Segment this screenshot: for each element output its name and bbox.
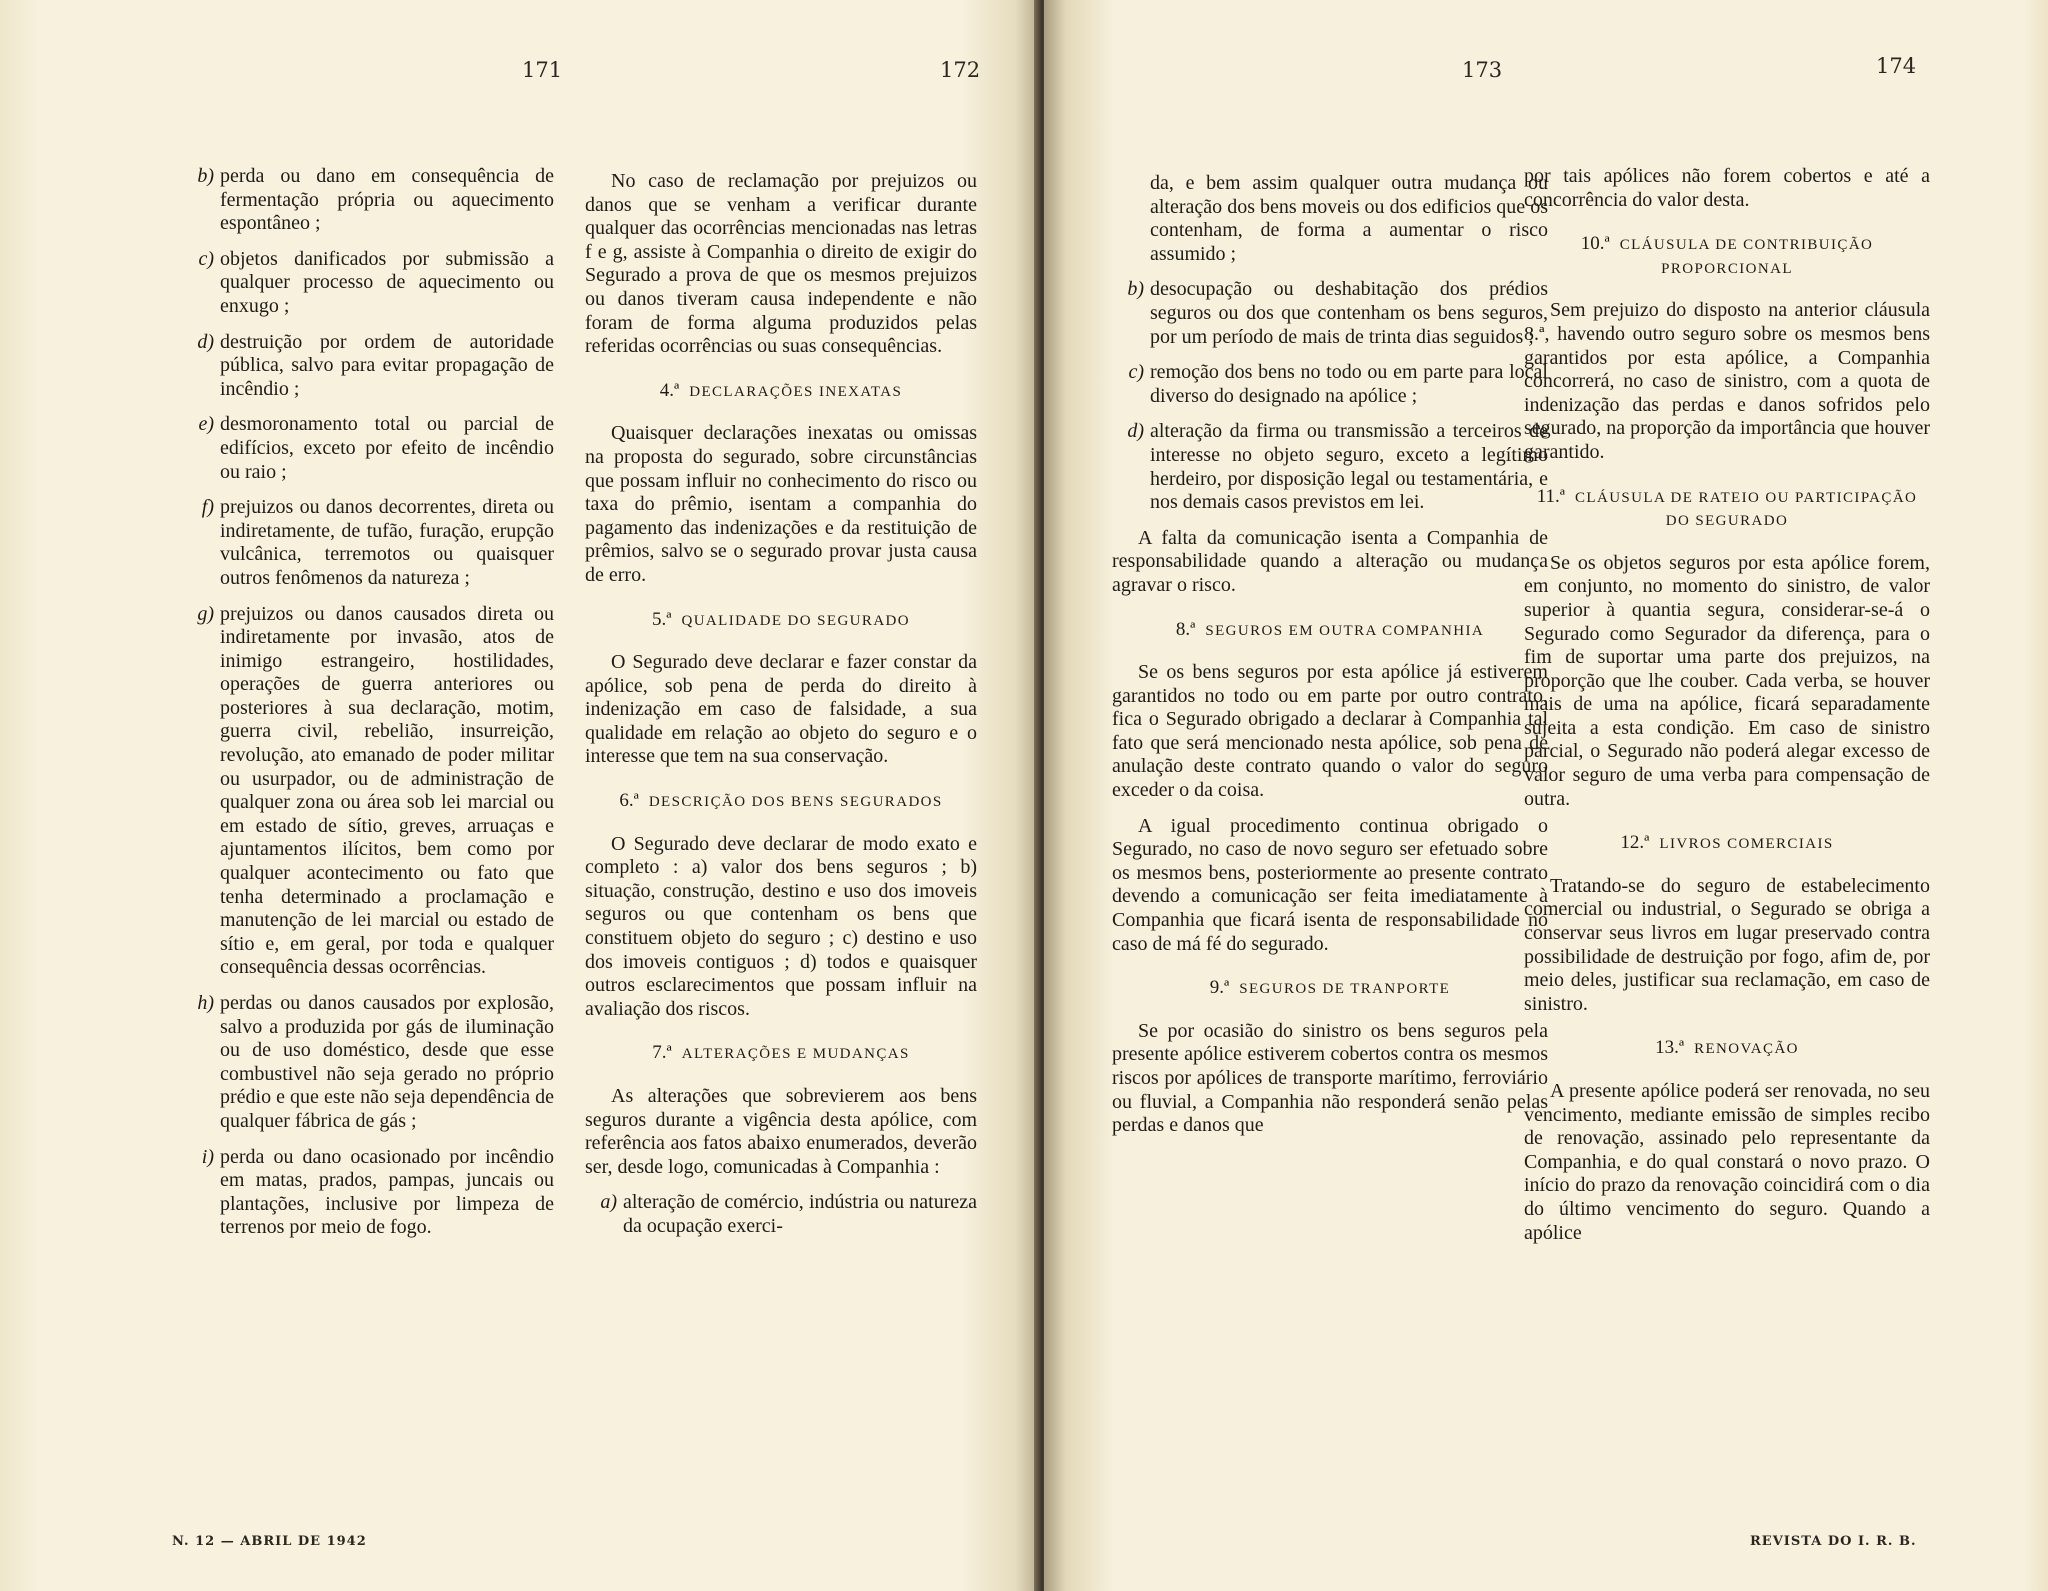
list-item: g) prejuizos ou danos causados direta ou indiretamente por invasão, atos de inimigo estrangeiro, hostilidades, operações de guerra anteriores ou posteriores à sua declaração, motim, guerra civil, rebelião, insurreição, revolução, ato emanado de poder militar ou usurpador, ou de administração de qualquer zona ou área sob lei marcial ou em estado de sítio, greves, arruaças e ajuntamentos ilícitos, bem como por qualquer acontecimento ou fato que tenha determinado a proclamação e manutenção de lei marcial ou estado de sítio e, em geral, por toda e qualquer consequência dessas ocorrências. (197, 602, 554, 979)
paragraph: O Segurado deve declarar e fazer constar da apólice, sob pena de perda do direito à indenização em caso de falsidade, a sua qualidade em relação ao objeto do seguro e o interesse que tem na sua conservação. (585, 651, 977, 768)
section-heading: 10.ª CLÁUSULA DE CONTRIBUIÇÃO PROPORCIONAL (1580, 233, 1874, 277)
section-heading: 13.ª RENOVAÇÃO (1655, 1037, 1799, 1059)
paragraph: A presente apólice poderá ser renovada, no seu vencimento, mediante emissão de simples recibo de renovação, assinado pelo representante da Companhia, e do qual constará o novo prazo. O início do prazo da renovação coincidirá com o dia do último vencimento do seguro. Quando a apólice (1524, 1080, 1930, 1244)
column-page-172 (585, 170, 977, 1251)
list-item: d) alteração da firma ou transmissão a terceiros de interesse no objeto seguro, exceto a legítimo herdeiro, por disposição legal ou testamentária, e nos demais casos previstos em lei. (1127, 420, 1548, 514)
list-item: c) objetos danificados por submissão a qualquer processo de aquecimento ou enxugo ; (198, 247, 554, 317)
paragraph: Tratando-se do seguro de estabelecimento comercial ou industrial, o Segurado se obriga a conservar seus livros em lugar preservado contra possibilidade de destruição por fogo, afim de, por meio deles, justificar sua reclamação, em caso de sinistro. (1524, 874, 1930, 1015)
section-heading: 12.ª LIVROS COMERCIAIS (1620, 832, 1834, 854)
paragraph: As alterações que sobrevierem aos bens seguros durante a vigência desta apólice, com referência aos fatos abaixo enumerados, deverão ser, desde logo, comunicadas à Companhia : (585, 1085, 977, 1178)
paragraph: Sem prejuizo do disposto na anterior cláusula 8.ª, havendo outro seguro sobre os mesmos bens garantidos por esta apólice, a Companhia concorrerá, no caso de sinistro, com a quota de indenização das perdas e danos sofridos pelo segurado, na proporção da importância que houver garantido. (1524, 299, 1930, 463)
section-heading: 6.ª DESCRIÇÃO DOS BENS SEGURADOS (619, 790, 943, 812)
list-item: h) perdas ou danos causados por explosão, salvo a produzida por gás de iluminação ou de uso doméstico, desde que esse combustivel não seja gerado no próprio prédio e que este não seja dependência de qualquer fábrica de gás ; (197, 992, 554, 1132)
page-number-171: 171 (522, 58, 563, 82)
paragraph: Se os objetos seguros por esta apólice forem, em conjunto, no momento do sinistro, de valor superior à quantia segura, considerar-se-á o Segurado como Segurador da diferença, para o fim de suportar uma parte dos prejuizos, na proporção que lhe couber. Cada verba, se houver mais de uma na apólice, ficará separadamente sujeita a esta condição. Em caso de sinistro parcial, o Segurado não poderá alegar excesso de valor seguro de uma verba para compensação de outra. (1524, 551, 1930, 810)
list-item: c) remoção dos bens no todo ou em parte para local diverso do designado na apólice ; (1128, 361, 1548, 407)
paragraph: Se por ocasião do sinistro os bens seguros pela presente apólice estiverem cobertos contra os mesmos riscos por apólices de transporte marítimo, ferroviário ou fluvial, a Companhia não responderá senão pelas perdas e danos que (1112, 1019, 1548, 1137)
paragraph: A falta da comunicação isenta a Companhia de responsabilidade quando a alteração ou mudança agravar o risco. (1112, 526, 1548, 596)
footer-journal: REVISTA DO I. R. B. (1750, 1534, 1917, 1549)
paragraph-continued: por tais apólices não forem cobertos e até a concorrência do valor desta. (1524, 165, 1930, 211)
column-page-173 (1112, 172, 1548, 1150)
list-item: i) perda ou dano ocasionado por incêndio em matas, prados, pampas, juncais ou plantações, inclusive por limpeza de terrenos por meio de fogo. (201, 1145, 554, 1239)
list-item: f) prejuizos ou danos decorrentes, direta ou indiretamente, de tufão, furação, erupção vulcânica, terremotos ou quaisquer outros fenômenos da natureza ; (201, 496, 554, 589)
paragraph: No caso de reclamação por prejuizos ou danos que se venham a verificar durante qualquer das ocorrências mencionadas nas letras f e g, assiste à Companhia o direito de exigir do Segurado a prova de que os mesmos prejuizos ou danos tiveram causa independente e não foram de forma alguma produzidos pelas referidas ocorrências ou suas consequências. (585, 170, 977, 358)
paragraph: Se os bens seguros por esta apólice já estiverem garantidos no todo ou em parte por outro contrato, fica o Segurado obrigado a declarar à Companhia tal fato que será mencionado nesta apólice, sob pena de anulação deste contrato quando o valor do seguro exceder o da coisa. (1112, 661, 1548, 802)
paragraph: Quaisquer declarações inexatas ou omissas na proposta do segurado, sobre circunstâncias que possam influir no conhecimento do risco ou taxa do prêmio, isentam a companhia do pagamento das indenizações e da restituição de prêmios, salvo se o segurado provar justa causa de erro. (585, 422, 977, 586)
right-leaf (1044, 0, 2048, 1591)
section-heading: 5.ª QUALIDADE DO SEGURADO (651, 608, 911, 630)
section-heading: 8.ª SEGUROS EM OUTRA COMPANHIA (1175, 618, 1485, 640)
section-heading: 4.ª DECLARAÇÕES INEXATAS (659, 379, 903, 401)
list-item-continued: da, e bem assim qualquer outra mudança ou alteração dos bens moveis ou dos edificios que os contenham, de forma a aumentar o risco assumido ; (1150, 172, 1548, 265)
section-heading: 9.ª SEGUROS DE TRANPORTE (1209, 977, 1451, 999)
section-heading: 7.ª ALTERAÇÕES E MUDANÇAS (652, 1042, 910, 1064)
section-heading: 11.ª CLÁUSULA DE RATEIO OU PARTICIPAÇÃO DO SEGURADO (1536, 485, 1918, 530)
page-number-174: 174 (1876, 54, 1917, 78)
list-item: b) desocupação ou deshabitação dos prédios seguros ou dos que contenham os bens seguros, por um período de mais de trinta dias seguidos ; (1127, 278, 1548, 348)
paragraph: A igual procedimento continua obrigado o Segurado, no caso de novo seguro ser efetuado sobre os mesmos bens, posteriormente ao presente contrato devendo a comunicação ser feita imediatamente à Companhia que ficará isenta de responsabilidade no caso de má fé do segurado. (1112, 814, 1548, 955)
paragraph: O Segurado deve declarar de modo exato e completo : a) valor dos bens seguros ; b) situação, construção, destino e uso dos imoveis seguros ou que contenham os bens que constituem objeto do seguro ; c) destino e uso dos imoveis contiguos ; d) todos e quaisquer outros esclarecimentos que possam influir na avaliação dos riscos. (585, 832, 977, 1020)
list-item: d) destruição por ordem de autoridade pública, salvo para evitar propagação de incêndio ; (197, 330, 554, 400)
list-item: e) desmoronamento total ou parcial de edifícios, exceto por efeito de incêndio ou raio ; (198, 413, 554, 483)
list-item: b) perda ou dano em consequência de fermentação própria ou aquecimento espontâneo ; (197, 165, 554, 235)
page-number-173: 173 (1462, 58, 1503, 82)
column-page-174 (1524, 165, 1930, 1257)
column-page-171 (182, 165, 554, 1252)
page-number-172: 172 (940, 58, 981, 82)
list-item: a) alteração de comércio, indústria ou natureza da ocupação exerci- (600, 1191, 977, 1237)
footer-issue: N. 12 — ABRIL DE 1942 (172, 1534, 367, 1549)
